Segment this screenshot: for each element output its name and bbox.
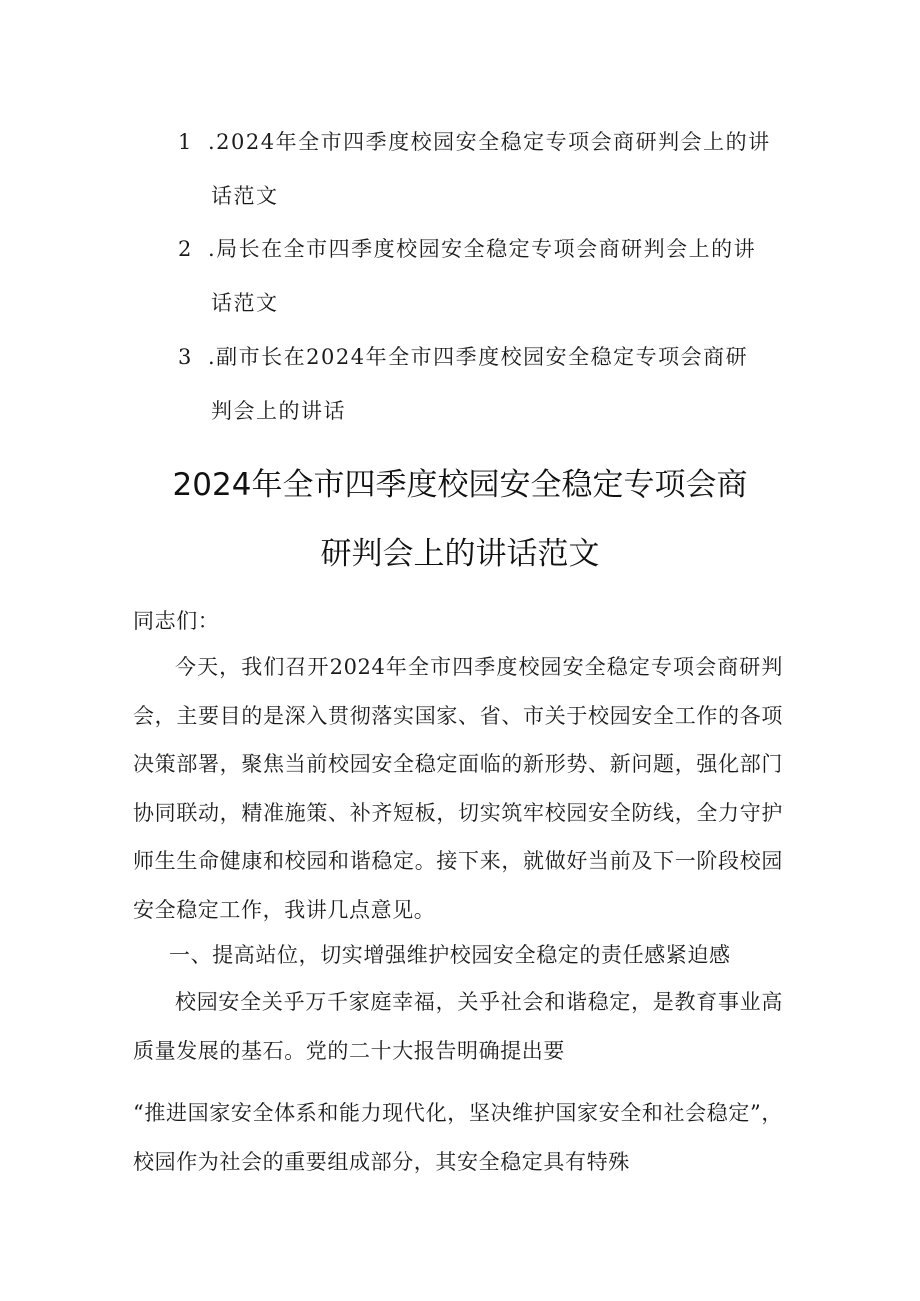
toc-item-2[interactable] (178, 222, 778, 330)
toc-text-line2: 话范文 (211, 184, 279, 208)
toc-number: 1 (178, 130, 193, 154)
toc-text-line2: 判会上的讲话 (211, 399, 346, 423)
document-title-line2: 研判会上的讲话范文 (320, 536, 600, 572)
toc-text-line1: .2024年全市四季度校园安全稳定专项会商研判会上的讲 (208, 130, 771, 154)
toc-item-1[interactable] (178, 115, 778, 223)
salutation: 同志们： (133, 609, 220, 633)
section-heading-1: 一、提高站位，切实增强维护校园安全稳定的责任感紧迫感 (169, 943, 731, 967)
body-paragraph-1: 今天，我们召开2024年全市四季度校园安全稳定专项会商研判会，主要目的是深入贯彻落实国家、省、市关于校园安全工作的各项决策部署，聚焦当前校园安全稳定面临的新形势、新问题，强化部门协同联动，精准施策、补齐短板，切实筑牢校园安全防线，全力守护师生生命健康和校园和谐稳定。接下来，就做好当前及下一阶段校园安全稳定工作，我讲几点意见。 (133, 655, 783, 922)
body-paragraph-2: 校园安全关乎万千家庭幸福，关乎社会和谐稳定，是教育事业高质量发展的基石。党的二十大报告明确提出要 (133, 990, 783, 1063)
toc-text-line2: 话范文 (211, 291, 279, 315)
toc-number: 2 (178, 237, 193, 261)
toc-item-3[interactable] (178, 330, 778, 438)
toc-text-line1: .副市长在2024年全市四季度校园安全稳定专项会商研 (208, 345, 749, 369)
toc-text-line1: .局长在全市四季度校园安全稳定专项会商研判会上的讲 (208, 237, 757, 261)
body-paragraph-3: “推进国家安全体系和能力现代化，坚决维护国家安全和社会稳定”，校园作为社会的重要组成部分，其安全稳定具有特殊 (133, 1101, 783, 1174)
toc-number: 3 (178, 345, 193, 369)
document-title-line1: 2024年全市四季度校园安全稳定专项会商 (172, 467, 748, 503)
